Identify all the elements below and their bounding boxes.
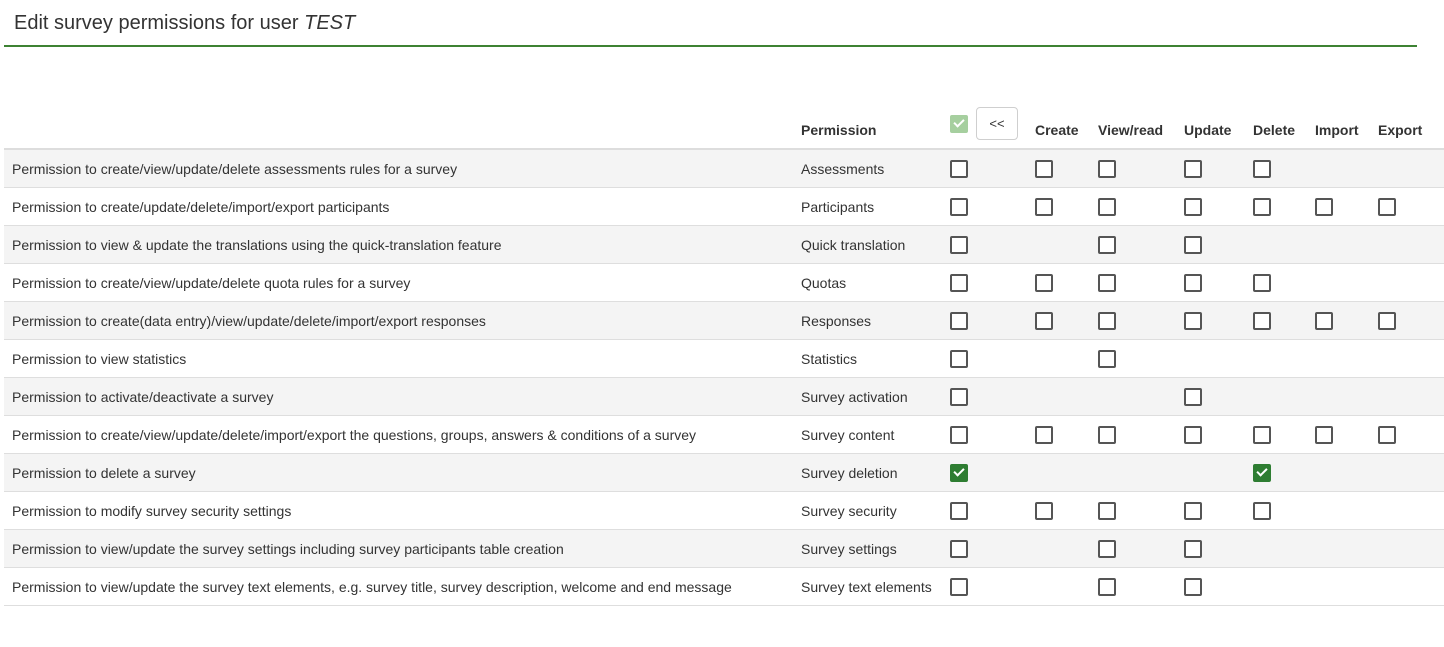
row-all-checkbox[interactable] (950, 236, 968, 254)
view-read-checkbox[interactable] (1098, 578, 1116, 596)
page-title-text: Edit survey permissions for user (14, 12, 305, 34)
update-checkbox[interactable] (1184, 312, 1202, 330)
row-description: Permission to view/update the survey settings including survey participants table creation (4, 530, 793, 568)
table-row (4, 264, 1444, 302)
permissions-table-wrapper (4, 88, 1423, 598)
select-all-checkbox[interactable] (950, 115, 968, 133)
view-read-header: View/read (1098, 88, 1184, 149)
table-row (4, 454, 1444, 492)
export-header: Export (1378, 88, 1444, 149)
update-checkbox[interactable] (1184, 274, 1202, 292)
description-header (4, 88, 793, 149)
row-all-checkbox[interactable] (950, 198, 968, 216)
view-read-checkbox[interactable] (1098, 236, 1116, 254)
row-all-checkbox[interactable] (950, 426, 968, 444)
row-all-checkbox[interactable] (950, 350, 968, 368)
view-read-checkbox[interactable] (1098, 540, 1116, 558)
update-checkbox[interactable] (1184, 160, 1202, 178)
collapse-columns-button[interactable]: << (976, 107, 1018, 140)
export-checkbox[interactable] (1378, 198, 1396, 216)
row-description: Permission to activate/deactivate a survey (4, 378, 793, 416)
view-read-checkbox[interactable] (1098, 312, 1116, 330)
page-header (4, 0, 1417, 47)
import-checkbox[interactable] (1315, 426, 1333, 444)
row-permission: Survey content (793, 416, 950, 454)
create-header: Create (1035, 88, 1098, 149)
row-description: Permission to view & update the translations using the quick-translation feature (4, 226, 793, 264)
update-checkbox[interactable] (1184, 540, 1202, 558)
row-description: Permission to create(data entry)/view/update/delete/import/export responses (4, 302, 793, 340)
row-permission: Participants (793, 188, 950, 226)
delete-checkbox[interactable] (1253, 464, 1271, 482)
row-permission: Assessments (793, 149, 950, 188)
update-header: Update (1184, 88, 1253, 149)
view-read-checkbox[interactable] (1098, 160, 1116, 178)
view-read-checkbox[interactable] (1098, 426, 1116, 444)
create-checkbox[interactable] (1035, 274, 1053, 292)
row-all-checkbox[interactable] (950, 578, 968, 596)
update-checkbox[interactable] (1184, 578, 1202, 596)
table-row (4, 568, 1444, 606)
table-row (4, 188, 1444, 226)
create-checkbox[interactable] (1035, 160, 1053, 178)
row-permission: Responses (793, 302, 950, 340)
row-permission: Quick translation (793, 226, 950, 264)
table-row (4, 416, 1444, 454)
table-header-row (4, 88, 1444, 149)
update-checkbox[interactable] (1184, 236, 1202, 254)
table-row (4, 340, 1444, 378)
table-row (4, 226, 1444, 264)
delete-header: Delete (1253, 88, 1315, 149)
page-title-username: TEST (304, 12, 356, 34)
table-row (4, 492, 1444, 530)
row-permission: Survey text elements (793, 568, 950, 606)
delete-checkbox[interactable] (1253, 198, 1271, 216)
row-description: Permission to view statistics (4, 340, 793, 378)
row-description: Permission to create/update/delete/import/export participants (4, 188, 793, 226)
row-permission: Survey activation (793, 378, 950, 416)
view-read-checkbox[interactable] (1098, 274, 1116, 292)
import-checkbox[interactable] (1315, 312, 1333, 330)
permissions-table (4, 88, 1444, 606)
row-permission: Survey security (793, 492, 950, 530)
row-all-checkbox[interactable] (950, 540, 968, 558)
update-checkbox[interactable] (1184, 388, 1202, 406)
create-checkbox[interactable] (1035, 198, 1053, 216)
create-checkbox[interactable] (1035, 426, 1053, 444)
view-read-checkbox[interactable] (1098, 198, 1116, 216)
import-header: Import (1315, 88, 1378, 149)
view-read-checkbox[interactable] (1098, 502, 1116, 520)
row-description: Permission to create/view/update/delete quota rules for a survey (4, 264, 793, 302)
row-all-checkbox[interactable] (950, 464, 968, 482)
row-permission: Quotas (793, 264, 950, 302)
export-checkbox[interactable] (1378, 312, 1396, 330)
update-checkbox[interactable] (1184, 198, 1202, 216)
update-checkbox[interactable] (1184, 426, 1202, 444)
delete-checkbox[interactable] (1253, 160, 1271, 178)
table-row (4, 149, 1444, 188)
create-checkbox[interactable] (1035, 502, 1053, 520)
export-checkbox[interactable] (1378, 426, 1396, 444)
row-permission: Statistics (793, 340, 950, 378)
delete-checkbox[interactable] (1253, 274, 1271, 292)
row-description: Permission to view/update the survey text elements, e.g. survey title, survey description, welcome and end message (4, 568, 793, 606)
select-all-header (950, 88, 1035, 149)
delete-checkbox[interactable] (1253, 502, 1271, 520)
row-permission: Survey deletion (793, 454, 950, 492)
table-row (4, 530, 1444, 568)
row-all-checkbox[interactable] (950, 274, 968, 292)
row-permission: Survey settings (793, 530, 950, 568)
row-description: Permission to delete a survey (4, 454, 793, 492)
delete-checkbox[interactable] (1253, 312, 1271, 330)
row-all-checkbox[interactable] (950, 160, 968, 178)
row-all-checkbox[interactable] (950, 388, 968, 406)
delete-checkbox[interactable] (1253, 426, 1271, 444)
row-description: Permission to create/view/update/delete/import/export the questions, groups, answers & conditions of a survey (4, 416, 793, 454)
permission-header: Permission (793, 88, 950, 149)
row-all-checkbox[interactable] (950, 312, 968, 330)
page-title (14, 12, 355, 35)
view-read-checkbox[interactable] (1098, 350, 1116, 368)
table-row (4, 378, 1444, 416)
update-checkbox[interactable] (1184, 502, 1202, 520)
row-description: Permission to create/view/update/delete assessments rules for a survey (4, 149, 793, 188)
table-row (4, 302, 1444, 340)
create-checkbox[interactable] (1035, 312, 1053, 330)
import-checkbox[interactable] (1315, 198, 1333, 216)
row-all-checkbox[interactable] (950, 502, 968, 520)
row-description: Permission to modify survey security settings (4, 492, 793, 530)
